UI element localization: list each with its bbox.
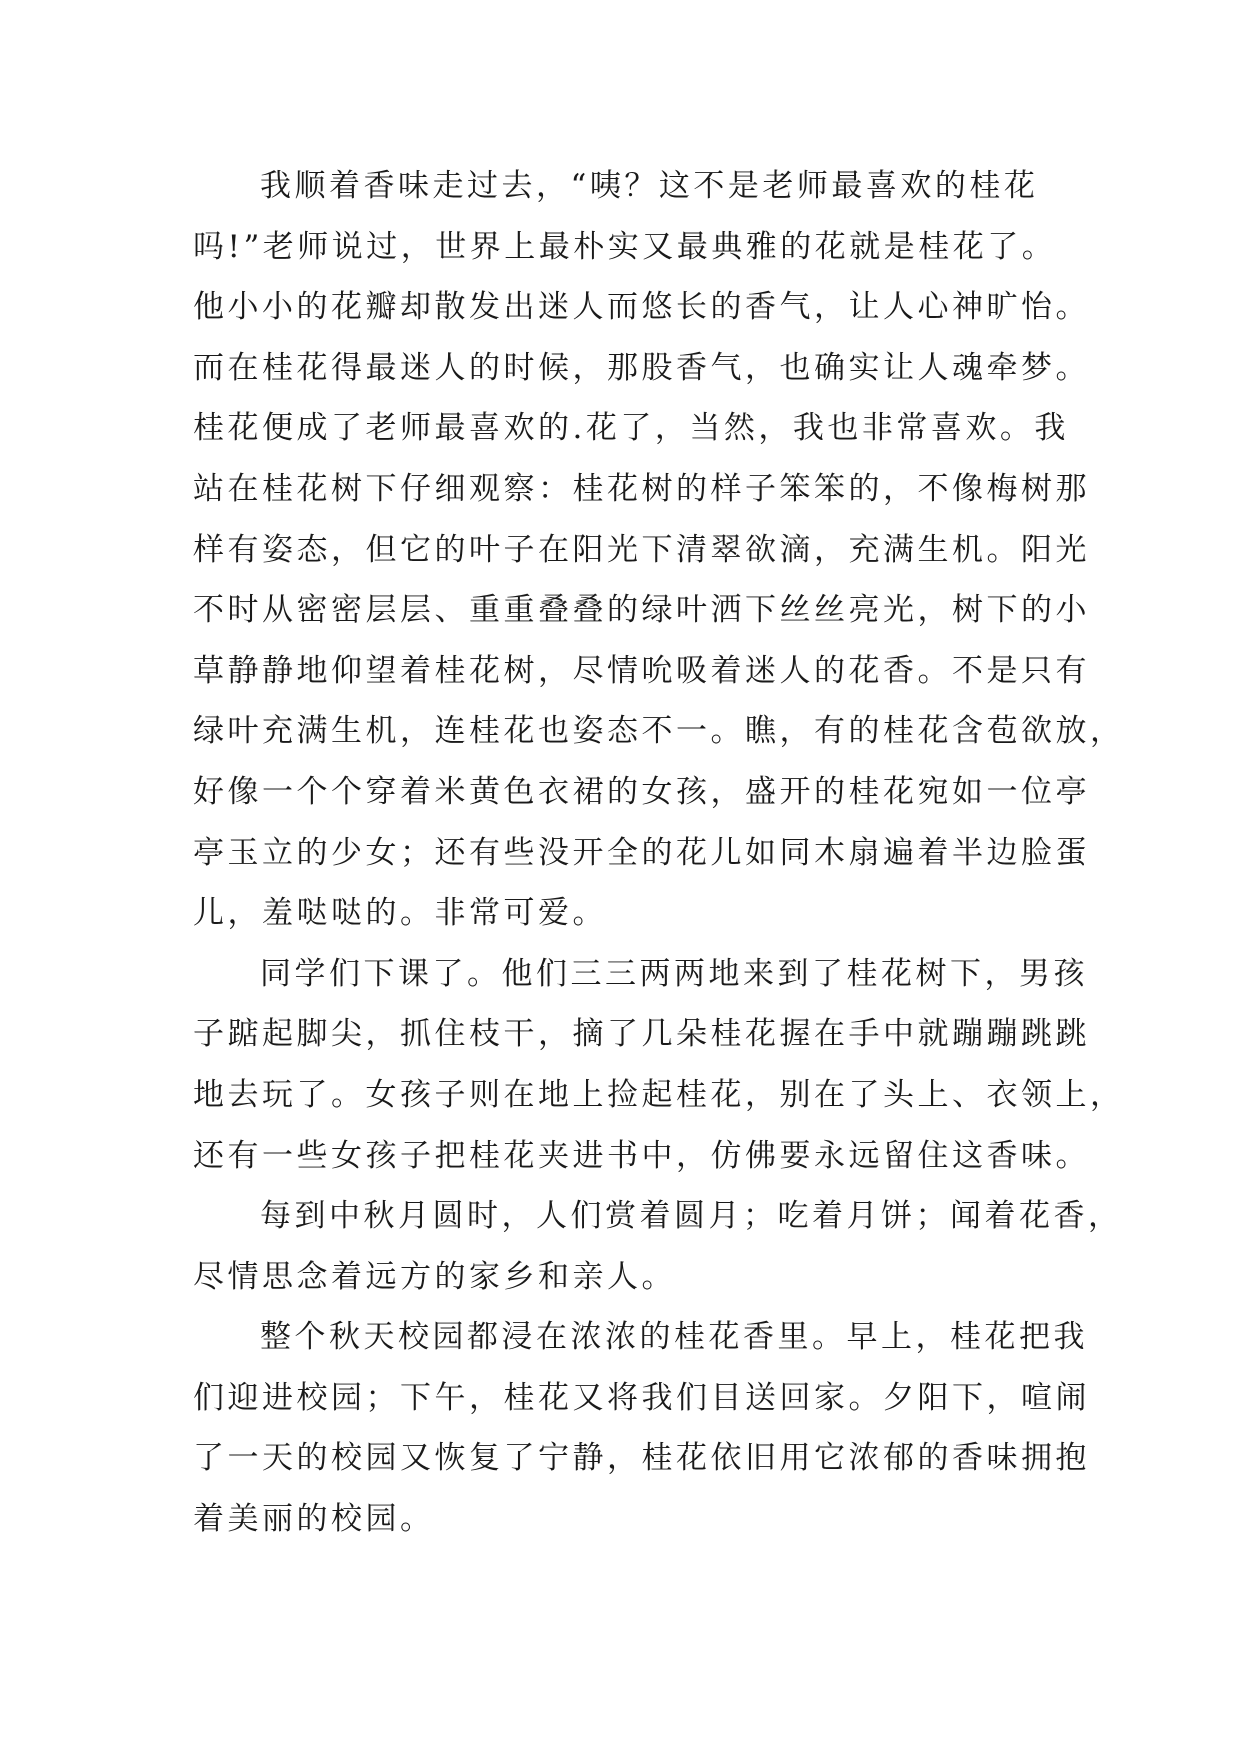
text-line: 了一天的校园又恢复了宁静，桂花依旧用它浓郁的香味拥抱 <box>193 1440 1090 1477</box>
text-line: 而在桂花得最迷人的时候，那股香气，也确实让人魂牵梦。 <box>193 349 1090 386</box>
text-line: 儿，羞哒哒的。非常可爱。 <box>193 895 607 932</box>
text-line: 还有一些女孩子把桂花夹进书中，仿佛要永远留住这香味。 <box>193 1137 1090 1174</box>
text-line: 我顺着香味走过去，“咦？这不是老师最喜欢的桂花 <box>260 168 1039 204</box>
text-line: 吗!”老师说过，世界上最朴实又最典雅的花就是桂花了。 <box>193 228 1057 265</box>
text-line: 子踮起脚尖，抓住枝干，摘了几朵桂花握在手中就蹦蹦跳跳 <box>193 1016 1090 1053</box>
text-line: 绿叶充满生机，连桂花也姿态不一。瞧，有的桂花含苞欲放， <box>193 713 1125 750</box>
text-line: 亭玉立的少女；还有些没开全的花儿如同木扇遍着半边脸蛋 <box>193 834 1090 871</box>
text-line: 草静静地仰望着桂花树，尽情吮吸着迷人的花香。不是只有 <box>193 652 1090 689</box>
text-line: 着美丽的校园。 <box>193 1501 435 1538</box>
text-line: 们迎进校园；下午，桂花又将我们目送回家。夕阳下，喧闹 <box>193 1379 1090 1416</box>
text-line: 站在桂花树下仔细观察：桂花树的样子笨笨的，不像梅树那 <box>193 470 1090 507</box>
text-line: 尽情思念着远方的家乡和亲人。 <box>193 1258 676 1295</box>
text-line: 好像一个个穿着米黄色衣裙的女孩，盛开的桂花宛如一位亭 <box>193 773 1090 810</box>
text-line: 同学们下课了。他们三三两两地来到了桂花树下，男孩 <box>260 955 1088 992</box>
text-line: 桂花便成了老师最喜欢的.花了，当然，我也非常喜欢。我 <box>193 410 1069 447</box>
text-line: 样有姿态，但它的叶子在阳光下清翠欲滴，充满生机。阳光 <box>193 531 1090 568</box>
text-line: 他小小的花瓣却散发出迷人而悠长的香气，让人心神旷怡。 <box>193 289 1090 326</box>
text-line: 不时从密密层层、重重叠叠的绿叶洒下丝丝亮光，树下的小 <box>193 592 1090 629</box>
text-line: 地去玩了。女孩子则在地上捡起桂花，别在了头上、衣领上， <box>193 1076 1125 1113</box>
text-line: 整个秋天校园都浸在浓浓的桂花香里。早上，桂花把我 <box>260 1319 1088 1356</box>
text-line: 每到中秋月圆时，人们赏着圆月；吃着月饼；闻着花香， <box>260 1198 1123 1235</box>
document-body <box>193 156 1125 1550</box>
